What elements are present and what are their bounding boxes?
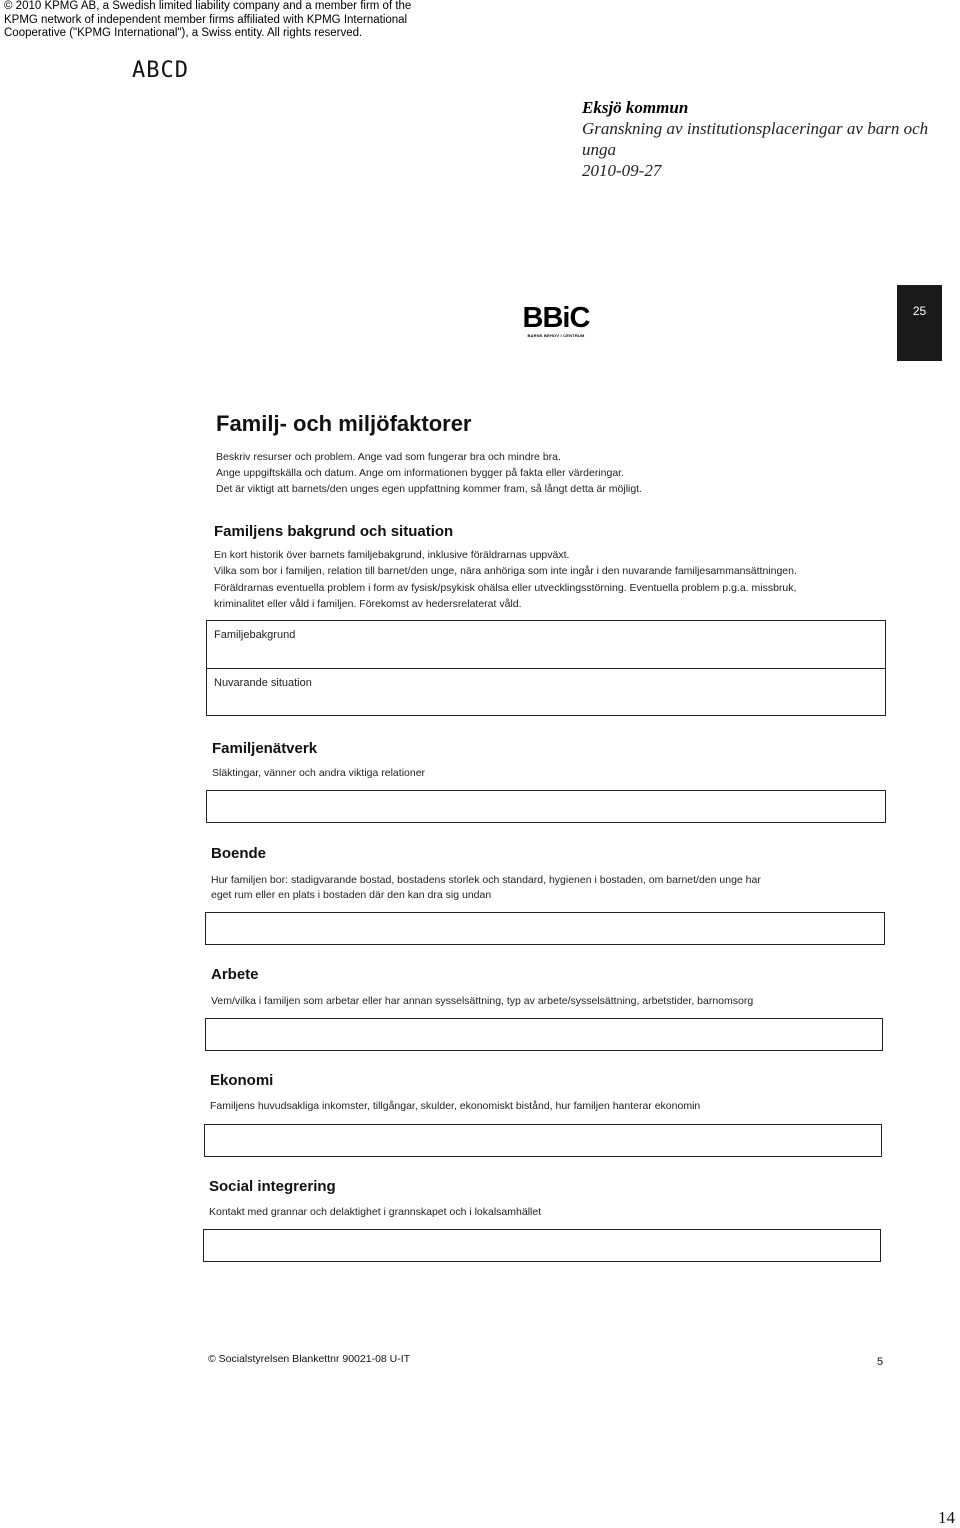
section-text: kriminalitet eller våld i familjen. Förekomst av hedersrelaterat våld.: [214, 598, 522, 610]
copyright-notice: © 2010 KPMG AB, a Swedish limited liability company and a member firm of the KPMG network of independent member firms affiliated with KPMG International Cooperative ("KPMG International"), a Swiss entity. All rights reserved.: [4, 0, 412, 39]
economy-field[interactable]: [204, 1124, 882, 1157]
section-text: Släktingar, vänner och andra viktiga relationer: [212, 767, 426, 779]
section-heading-economy: Ekonomi: [210, 1072, 274, 1089]
housing-field[interactable]: [205, 912, 885, 945]
page-tab-number: 25: [912, 304, 927, 318]
municipality: Eksjö kommun: [582, 98, 689, 117]
social-field[interactable]: [203, 1229, 881, 1262]
intro-line: Det är viktigt att barnets/den unges egen uppfattning kommer fram, så långt detta är möjligt.: [216, 483, 643, 495]
bbic-logo: [516, 303, 596, 338]
page-number: 14: [938, 1508, 955, 1527]
field-label-nuvarande-situation: Nuvarande situation: [214, 677, 312, 689]
section-text: Kontakt med grannar och delaktighet i grannskapet och i lokalsamhället: [209, 1206, 542, 1218]
report-date: 2010-09-27: [582, 161, 662, 180]
section-heading-network: Familjenätverk: [212, 740, 318, 757]
report-subtitle: Granskning av institutionsplaceringar av barn och unga: [582, 119, 929, 159]
section-heading-work: Arbete: [211, 966, 259, 983]
form-title: Familj- och miljöfaktorer: [216, 411, 472, 436]
section-heading-background: Familjens bakgrund och situation: [214, 523, 454, 540]
form-page-number: 5: [877, 1356, 884, 1368]
section-text: Hur familjen bor: stadigvarande bostad, bostadens storlek och standard, hygienen i bostaden, om barnet/den unge har: [211, 874, 761, 886]
field-label-familjebakgrund: Familjebakgrund: [214, 629, 296, 641]
network-field[interactable]: [206, 790, 886, 823]
section-heading-social: Social integrering: [209, 1178, 336, 1195]
section-text: Vilka som bor i familjen, relation till barnet/den unge, nära anhöriga som inte ingår i den nuvarande familjesammansättningen.: [214, 565, 797, 577]
bbic-logo-mark: BBiC: [522, 302, 590, 334]
section-heading-housing: Boende: [211, 845, 267, 862]
report-header: [582, 97, 952, 181]
intro-line: Ange uppgiftskälla och datum. Ange om informationen bygger på fakta eller värderingar.: [216, 467, 624, 479]
section-text: eget rum eller en plats i bostaden där den kan dra sig undan: [211, 889, 492, 901]
section-text: En kort historik över barnets familjebakgrund, inklusive föräldrarnas uppväxt.: [214, 549, 570, 561]
section-text: Föräldrarnas eventuella problem i form av fysisk/psykisk ohälsa eller utvecklingsstörning. Eventuella problem p.g.a. missbruk,: [214, 582, 797, 594]
intro-line: Beskriv resurser och problem. Ange vad som fungerar bra och mindre bra.: [216, 451, 561, 463]
background-fields: [206, 620, 886, 716]
form-footer: © Socialstyrelsen Blankettnr 90021-08 U-IT: [208, 1353, 411, 1365]
section-text: Vem/vilka i familjen som arbetar eller har annan sysselsättning, typ av arbete/sysselsättning, arbetstider, barnomsorg: [211, 995, 754, 1007]
section-text: Familjens huvudsakliga inkomster, tillgångar, skulder, ekonomiskt bistånd, hur familjen hanterar ekonomin: [210, 1100, 701, 1112]
work-field[interactable]: [205, 1018, 883, 1051]
brand-text: ABCD: [132, 58, 189, 83]
bbic-logo-tagline: BARNS BEHOV I CENTRUM: [527, 333, 585, 338]
page-tab: [897, 285, 942, 361]
field-divider: [207, 668, 885, 669]
